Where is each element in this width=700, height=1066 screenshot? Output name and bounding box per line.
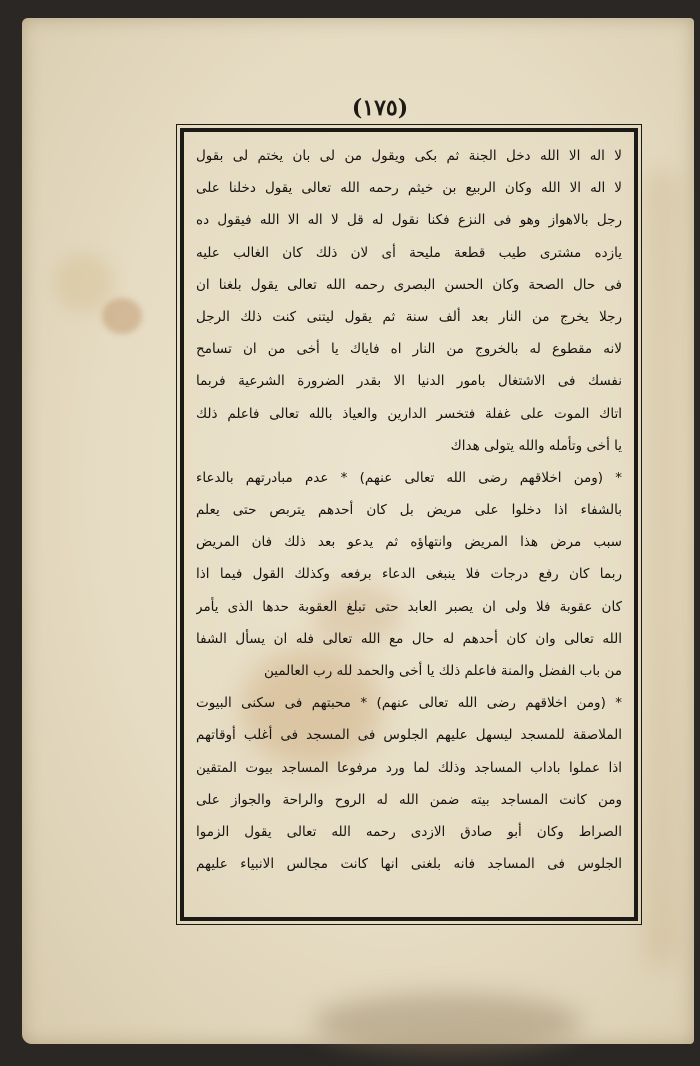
paper-stain [312,993,582,1053]
text-line: لانه مقطوع له بالخروج من النار اه فاياك يا أخى من ان تسامح [196,341,622,358]
section-heading-line: * (ومن اخلاقهم رضى الله تعالى عنهم) * محبتهم فى سكنى البيوت [196,695,622,712]
text-line: لا اله الا الله وكان الربيع بن خيثم رحمه الله تعالى يقول دخلنا على [196,180,622,197]
paper-stain [642,168,682,968]
text-line: كان عقوبة فلا ولى ان يصبر العابد حتى تبلغ العقوبة حدها الذى يأمر [196,598,622,615]
text-frame [180,128,638,921]
text-line: اتاك الموت على غفلة فتخسر الدارين والعياذ بالله تعالى فاعلم ذلك [196,405,622,422]
text-line: نفسك فى الاشتغال بامور الدنيا الا بقدر الضرورة الشرعية فربما [196,373,622,390]
text-line: اذا عملوا باداب المساجد وذلك لما ورد مرفوعا المساجد بيوت المتقين [196,759,622,776]
text-block [196,140,622,909]
paper-stain [54,253,114,313]
text-line: بالشفاء اذا دخلوا على مريض بل كان أحدهم يتربص حتى يعلم [196,502,622,519]
page-number: (١٧٥) [351,95,409,121]
text-line: رجل بالاهواز وهو فى النزع فكنا نقول له قل لا اله الا الله فيقول ده [196,212,622,229]
text-line: الصراط وكان أبو صادق الازدى رحمه الله تعالى يقول الزموا [196,823,622,840]
text-line: سبب مرض هذا المريض وانتهاؤه ثم يدعو بعد ذلك فان المريض [196,534,622,551]
text-line: يازده مشترى طيب قطعة مليحة أى لان ذلك كان الغالب عليه [196,244,622,261]
text-line: ومن كانت المساجد بيته ضمن الله له الروح والراحة والجواز على [196,791,622,808]
text-line: يا أخى وتأمله والله يتولى هداك [450,437,622,454]
text-line: رجلا يخرج من النار بعد ألف سنة ثم يقول ليتنى كنت ذلك الرجل [196,308,622,325]
section-heading-line: * (ومن اخلاقهم رضى الله تعالى عنهم) * عدم مبادرتهم بالدعاء [196,469,622,486]
text-line: ربما كان رفع درجات فلا ينبغى الدعاء برفعه وكذلك القول فيما اذا [196,566,622,583]
text-line: الجلوس فى المساجد فانه بلغنى انها كانت مجالس الانبياء عليهم [196,856,622,873]
paper-stain [102,298,142,334]
text-line: من باب الفضل والمنة فاعلم ذلك يا أخى والحمد لله رب العالمين [263,663,622,679]
text-line: الملاصقة للمسجد ليسهل عليهم الجلوس فى المسجد فى أغلب أوقاتهم [196,727,622,744]
text-line: الله تعالى وان كان أحدهم له حال مع الله تعالى فله ان يسأل الشفا [196,630,622,647]
text-line: لا اله الا الله دخل الجنة ثم بكى ويقول من لى بان يختم لى بقول [196,148,622,164]
text-line: فى حال الصحة وكان الحسن البصرى رحمه الله تعالى يقول بلغنا ان [196,276,622,293]
